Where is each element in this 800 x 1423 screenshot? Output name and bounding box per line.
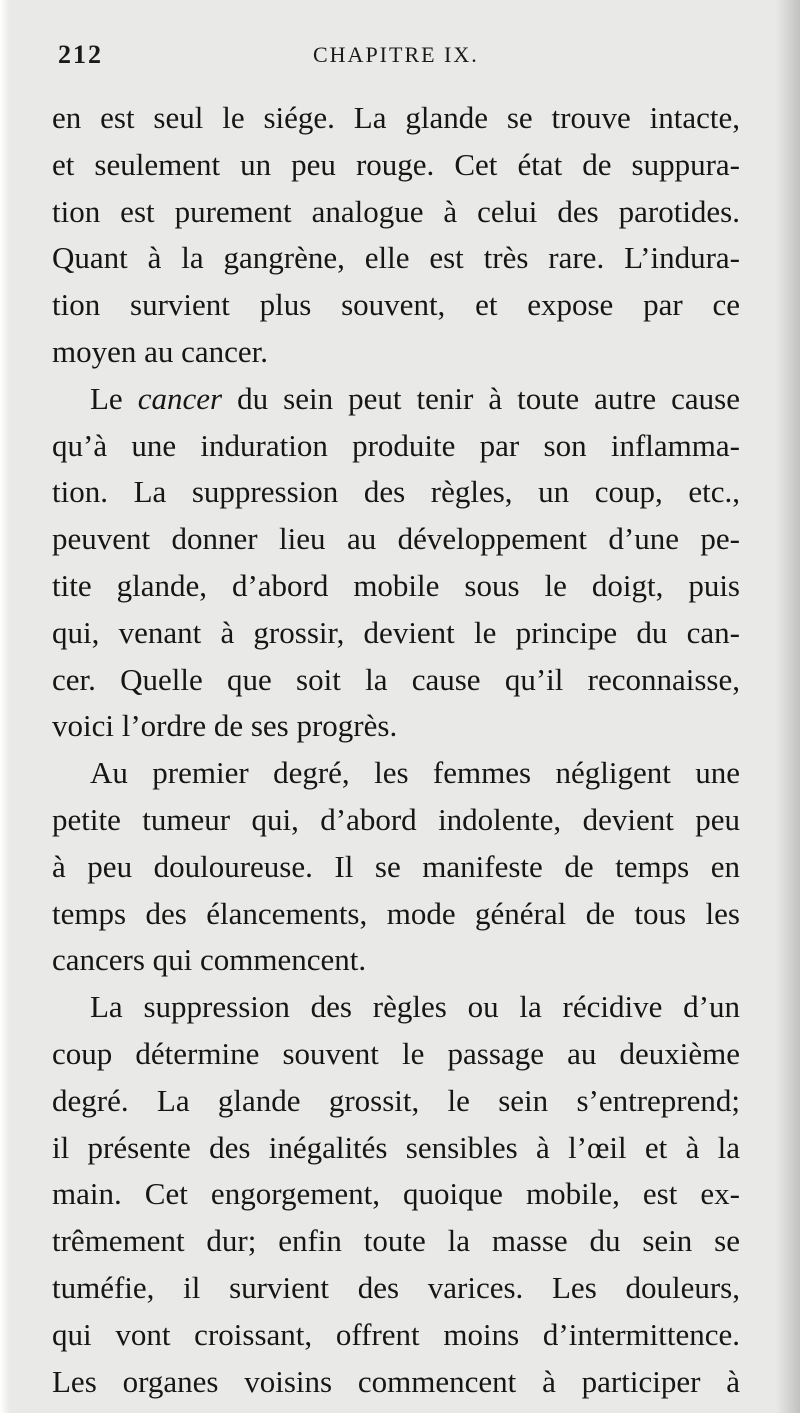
page-header (58, 40, 740, 76)
text-line: il présente des inégalités sensibles à l’œil et à la (52, 1129, 740, 1165)
text-line: qui vont croissant, offrent moins d’intermittence. (52, 1316, 740, 1352)
page-right-shadow (776, 0, 800, 1423)
text-run: Le (90, 380, 138, 416)
text-line: tion. La suppression des règles, un coup, etc., (52, 474, 740, 510)
page-number: 212 (58, 40, 103, 69)
text-line: main. Cet engorgement, quoique mobile, est ex- (52, 1176, 740, 1212)
text-line: à peu douloureuse. Il se manifeste de temps en (52, 848, 740, 884)
text-line: peuvent donner lieu au développement d’une pe- (52, 521, 740, 557)
text-line: cer. Quelle que soit la cause qu’il reconnaisse, (52, 661, 740, 697)
text-line: tion survient plus souvent, et expose par ce (52, 287, 740, 323)
text-line: en est seul le siége. La glande se trouve intacte, (52, 100, 740, 135)
text-run: du sein peut tenir à toute autre cause (222, 380, 740, 416)
text-line: Quant à la gangrène, elle est très rare. L’indura- (52, 240, 740, 276)
text-line: et seulement un peu rouge. Cet état de suppura- (52, 146, 740, 182)
italic-term: cancer (137, 380, 223, 416)
text-line: trêmement dur; enfin toute la masse du sein se (52, 1223, 740, 1259)
text-line: temps des élancements, mode général de tous les (52, 895, 740, 931)
text-line: qu’à une induration produite par son inflamma- (52, 427, 740, 463)
text-line: voici l’ordre de ses progrès. (52, 708, 398, 744)
paragraph-first-line (52, 376, 740, 423)
page-left-edge (0, 0, 10, 1423)
text-line: qui, venant à grossir, devient le principe du can- (52, 614, 740, 650)
text-line: tite glande, d’abord mobile sous le doigt, puis (52, 567, 740, 603)
text-line: moyen au cancer. (52, 333, 269, 369)
text-line: tuméfie, il survient des varices. Les douleurs, (52, 1269, 740, 1305)
text-line: degré. La glande grossit, le sein s’entreprend; (52, 1082, 740, 1118)
text-line: Les organes voisins commencent à participer à (52, 1363, 740, 1399)
body-text (52, 95, 740, 1405)
text-line: Au premier degré, les femmes négligent une (90, 755, 740, 791)
text-line: tion est purement analogue à celui des parotides. (52, 193, 740, 229)
running-head: CHAPITRE IX. (313, 42, 479, 67)
text-line: petite tumeur qui, d’abord indolente, devient peu (52, 801, 740, 837)
text-line: cancers qui commencent. (52, 942, 367, 978)
page-bottom-edge (0, 1413, 800, 1423)
text-line: La suppression des règles ou la récidive d’un (90, 989, 740, 1025)
text-line: coup détermine souvent le passage au deuxième (52, 1035, 740, 1071)
